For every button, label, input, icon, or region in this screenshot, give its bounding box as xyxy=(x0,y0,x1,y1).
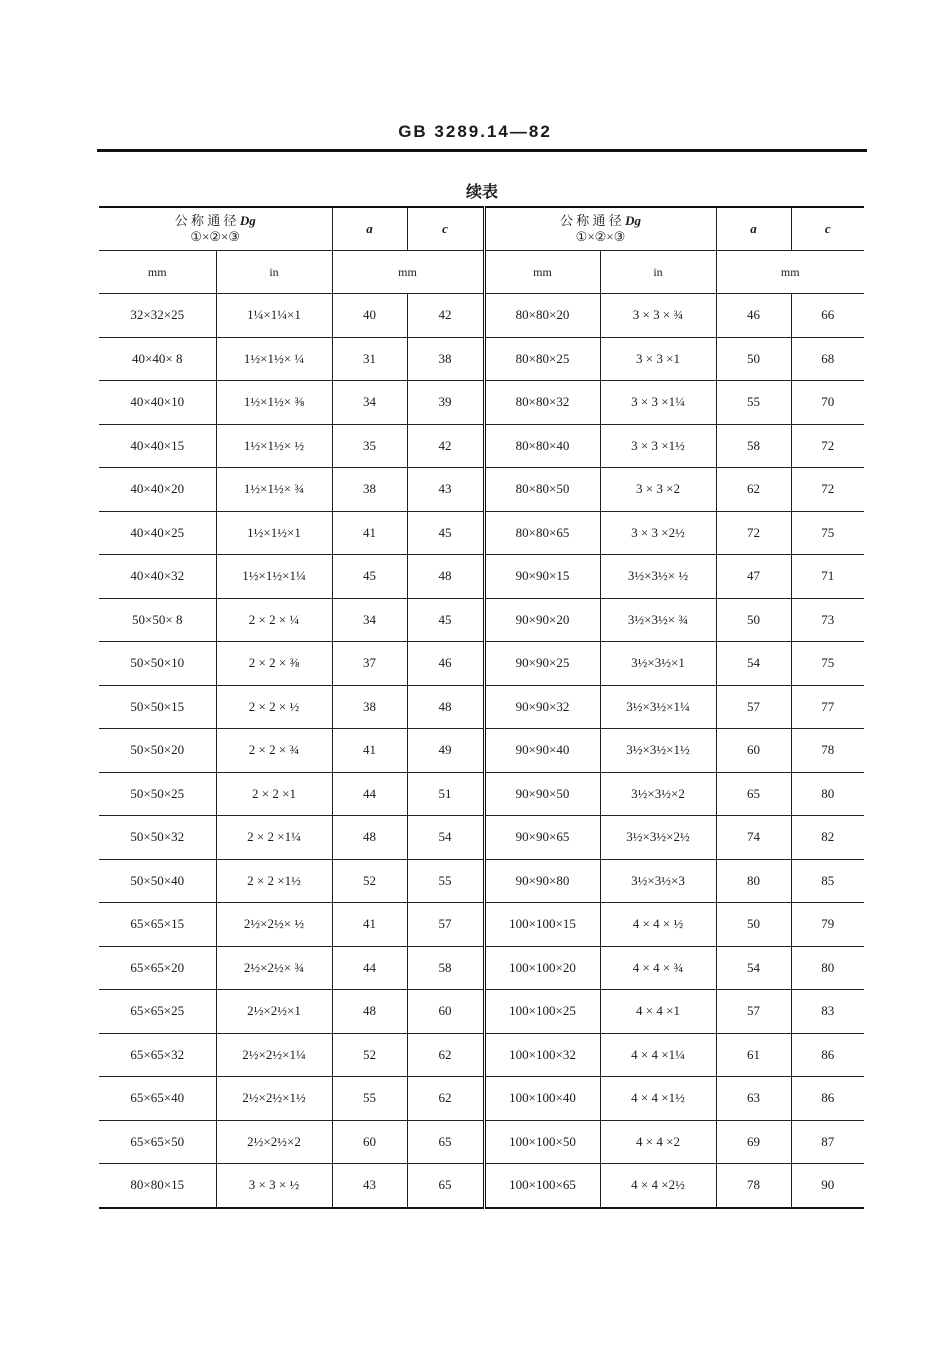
cell-r-mm: 100×100×50 xyxy=(484,1120,600,1164)
cell-r-c: 70 xyxy=(791,381,864,425)
cell-r-in: 3½×3½×2 xyxy=(600,772,716,816)
cell-r-mm: 80×80×32 xyxy=(484,381,600,425)
cell-l-a: 31 xyxy=(332,337,407,381)
cell-l-a: 43 xyxy=(332,1164,407,1208)
cell-r-in: 3½×3½×1 xyxy=(600,642,716,686)
nominal-label: 公 称 通 径 xyxy=(560,213,622,228)
cell-l-mm: 40×40×15 xyxy=(99,424,216,468)
cell-l-c: 65 xyxy=(407,1164,484,1208)
cell-r-in: 4 × 4 × ½ xyxy=(600,903,716,947)
cell-l-in: 2½×2½×1 xyxy=(216,990,332,1034)
cell-r-c: 66 xyxy=(791,294,864,338)
cell-l-in: 2½×2½×1½ xyxy=(216,1077,332,1121)
cell-l-a: 41 xyxy=(332,511,407,555)
cell-r-in: 3 × 3 ×1 xyxy=(600,337,716,381)
cell-l-mm: 65×65×15 xyxy=(99,903,216,947)
cell-l-in: 2 × 2 ×1½ xyxy=(216,859,332,903)
mm-unit-left: mm xyxy=(99,251,216,294)
dimension-table xyxy=(99,206,864,1209)
cell-l-a: 44 xyxy=(332,946,407,990)
table-row xyxy=(99,555,864,599)
cell-r-in: 3½×3½×3 xyxy=(600,859,716,903)
cell-l-c: 65 xyxy=(407,1120,484,1164)
table-row xyxy=(99,468,864,512)
cell-r-c: 72 xyxy=(791,468,864,512)
cell-l-a: 41 xyxy=(332,729,407,773)
cell-l-in: 1½×1½× ⅜ xyxy=(216,381,332,425)
cell-l-mm: 40×40× 8 xyxy=(99,337,216,381)
cell-r-a: 57 xyxy=(716,685,791,729)
cell-l-in: 1½×1½× ½ xyxy=(216,424,332,468)
cell-l-a: 48 xyxy=(332,816,407,860)
cell-l-c: 48 xyxy=(407,685,484,729)
cell-r-mm: 80×80×65 xyxy=(484,511,600,555)
cell-l-in: 3 × 3 × ½ xyxy=(216,1164,332,1208)
table-row xyxy=(99,294,864,338)
table-row xyxy=(99,685,864,729)
cell-r-a: 55 xyxy=(716,381,791,425)
cell-r-c: 86 xyxy=(791,1077,864,1121)
nominal-size-header-left xyxy=(99,207,332,251)
mm-unit-right: mm xyxy=(484,251,600,294)
cell-l-a: 34 xyxy=(332,598,407,642)
cell-l-in: 2 × 2 × ¼ xyxy=(216,598,332,642)
cell-l-in: 2 × 2 × ⅜ xyxy=(216,642,332,686)
cell-r-mm: 80×80×40 xyxy=(484,424,600,468)
combo-label: ①×②×③ xyxy=(190,229,241,244)
cell-r-mm: 90×90×20 xyxy=(484,598,600,642)
cell-l-c: 62 xyxy=(407,1033,484,1077)
cell-r-mm: 80×80×20 xyxy=(484,294,600,338)
cell-r-mm: 100×100×65 xyxy=(484,1164,600,1208)
cell-l-mm: 65×65×40 xyxy=(99,1077,216,1121)
cell-r-mm: 100×100×25 xyxy=(484,990,600,1034)
table-row xyxy=(99,511,864,555)
header-rule xyxy=(97,149,867,152)
cell-r-a: 50 xyxy=(716,598,791,642)
cell-r-a: 61 xyxy=(716,1033,791,1077)
cell-l-mm: 50×50×25 xyxy=(99,772,216,816)
cell-r-in: 3 × 3 ×1¼ xyxy=(600,381,716,425)
cell-r-c: 72 xyxy=(791,424,864,468)
table-row xyxy=(99,381,864,425)
cell-r-a: 72 xyxy=(716,511,791,555)
cell-l-mm: 80×80×15 xyxy=(99,1164,216,1208)
cell-r-a: 60 xyxy=(716,729,791,773)
header-row-2 xyxy=(99,251,864,294)
cell-l-c: 60 xyxy=(407,990,484,1034)
table-row xyxy=(99,1120,864,1164)
c-header-left: c xyxy=(407,207,484,251)
cell-l-c: 46 xyxy=(407,642,484,686)
cell-r-a: 54 xyxy=(716,642,791,686)
cell-l-mm: 40×40×20 xyxy=(99,468,216,512)
cell-l-a: 44 xyxy=(332,772,407,816)
cell-l-c: 38 xyxy=(407,337,484,381)
cell-r-a: 74 xyxy=(716,816,791,860)
cell-l-c: 55 xyxy=(407,859,484,903)
cell-r-mm: 90×90×40 xyxy=(484,729,600,773)
cell-r-a: 80 xyxy=(716,859,791,903)
mm-unit-ac-left: mm xyxy=(332,251,484,294)
c-header-right: c xyxy=(791,207,864,251)
table-row xyxy=(99,946,864,990)
cell-r-c: 80 xyxy=(791,772,864,816)
cell-r-c: 75 xyxy=(791,642,864,686)
cell-r-mm: 100×100×20 xyxy=(484,946,600,990)
cell-l-in: 1½×1½×1 xyxy=(216,511,332,555)
cell-r-a: 54 xyxy=(716,946,791,990)
cell-l-a: 55 xyxy=(332,1077,407,1121)
cell-r-a: 69 xyxy=(716,1120,791,1164)
cell-r-mm: 100×100×32 xyxy=(484,1033,600,1077)
cell-l-in: 2 × 2 ×1¼ xyxy=(216,816,332,860)
cell-l-in: 2 × 2 × ¾ xyxy=(216,729,332,773)
in-unit-left: in xyxy=(216,251,332,294)
nominal-size-header-right xyxy=(484,207,716,251)
cell-r-in: 3½×3½×1½ xyxy=(600,729,716,773)
cell-r-a: 62 xyxy=(716,468,791,512)
cell-l-in: 2½×2½× ¾ xyxy=(216,946,332,990)
cell-r-in: 3½×3½×2½ xyxy=(600,816,716,860)
cell-r-in: 4 × 4 ×1¼ xyxy=(600,1033,716,1077)
cell-l-c: 39 xyxy=(407,381,484,425)
cell-l-in: 1½×1½×1¼ xyxy=(216,555,332,599)
cell-l-c: 45 xyxy=(407,598,484,642)
cell-r-c: 68 xyxy=(791,337,864,381)
cell-r-c: 78 xyxy=(791,729,864,773)
cell-r-mm: 90×90×15 xyxy=(484,555,600,599)
cell-l-mm: 65×65×32 xyxy=(99,1033,216,1077)
cell-r-a: 50 xyxy=(716,337,791,381)
cell-l-in: 2 × 2 × ½ xyxy=(216,685,332,729)
cell-l-c: 51 xyxy=(407,772,484,816)
cell-r-c: 85 xyxy=(791,859,864,903)
cell-l-mm: 50×50×20 xyxy=(99,729,216,773)
cell-r-mm: 90×90×50 xyxy=(484,772,600,816)
table-row xyxy=(99,816,864,860)
cell-r-in: 3 × 3 × ¾ xyxy=(600,294,716,338)
cell-r-mm: 100×100×40 xyxy=(484,1077,600,1121)
in-unit-right: in xyxy=(600,251,716,294)
cell-l-in: 1½×1½× ¼ xyxy=(216,337,332,381)
table-row xyxy=(99,642,864,686)
cell-r-a: 65 xyxy=(716,772,791,816)
cell-r-c: 87 xyxy=(791,1120,864,1164)
cell-l-c: 49 xyxy=(407,729,484,773)
cell-r-in: 3 × 3 ×2 xyxy=(600,468,716,512)
table-row xyxy=(99,729,864,773)
cell-l-mm: 65×65×25 xyxy=(99,990,216,1034)
cell-l-c: 54 xyxy=(407,816,484,860)
cell-r-in: 3 × 3 ×2½ xyxy=(600,511,716,555)
table-row xyxy=(99,337,864,381)
cell-l-a: 52 xyxy=(332,859,407,903)
cell-l-in: 2½×2½×1¼ xyxy=(216,1033,332,1077)
table-caption: 续表 xyxy=(465,184,498,201)
cell-l-c: 43 xyxy=(407,468,484,512)
cell-r-in: 3½×3½×1¼ xyxy=(600,685,716,729)
cell-l-in: 2½×2½× ½ xyxy=(216,903,332,947)
table-row xyxy=(99,424,864,468)
cell-r-mm: 80×80×25 xyxy=(484,337,600,381)
cell-l-a: 38 xyxy=(332,468,407,512)
cell-l-a: 41 xyxy=(332,903,407,947)
cell-l-c: 45 xyxy=(407,511,484,555)
cell-l-in: 2½×2½×2 xyxy=(216,1120,332,1164)
cell-l-c: 57 xyxy=(407,903,484,947)
table-row xyxy=(99,598,864,642)
cell-r-c: 83 xyxy=(791,990,864,1034)
cell-r-mm: 90×90×65 xyxy=(484,816,600,860)
cell-l-in: 1¼×1¼×1 xyxy=(216,294,332,338)
cell-l-mm: 40×40×10 xyxy=(99,381,216,425)
cell-l-a: 35 xyxy=(332,424,407,468)
cell-r-a: 46 xyxy=(716,294,791,338)
cell-r-a: 63 xyxy=(716,1077,791,1121)
table-row xyxy=(99,990,864,1034)
cell-l-mm: 40×40×32 xyxy=(99,555,216,599)
table-row xyxy=(99,1164,864,1208)
cell-l-a: 48 xyxy=(332,990,407,1034)
cell-r-in: 4 × 4 ×1½ xyxy=(600,1077,716,1121)
cell-r-a: 78 xyxy=(716,1164,791,1208)
cell-r-c: 73 xyxy=(791,598,864,642)
cell-l-a: 60 xyxy=(332,1120,407,1164)
table-row xyxy=(99,1033,864,1077)
standard-number: GB 3289.14—82 xyxy=(398,122,552,141)
cell-r-in: 4 × 4 ×2½ xyxy=(600,1164,716,1208)
cell-r-c: 71 xyxy=(791,555,864,599)
cell-l-mm: 40×40×25 xyxy=(99,511,216,555)
cell-r-a: 58 xyxy=(716,424,791,468)
cell-l-c: 42 xyxy=(407,424,484,468)
cell-l-c: 48 xyxy=(407,555,484,599)
a-header-right: a xyxy=(716,207,791,251)
table-row xyxy=(99,1077,864,1121)
cell-r-c: 79 xyxy=(791,903,864,947)
cell-r-c: 90 xyxy=(791,1164,864,1208)
cell-l-mm: 32×32×25 xyxy=(99,294,216,338)
cell-r-mm: 90×90×32 xyxy=(484,685,600,729)
nominal-label: 公 称 通 径 xyxy=(174,213,237,228)
cell-l-mm: 50×50× 8 xyxy=(99,598,216,642)
header-row-1 xyxy=(99,207,864,251)
cell-r-c: 82 xyxy=(791,816,864,860)
cell-r-a: 57 xyxy=(716,990,791,1034)
cell-r-in: 3 × 3 ×1½ xyxy=(600,424,716,468)
cell-r-a: 50 xyxy=(716,903,791,947)
cell-r-c: 80 xyxy=(791,946,864,990)
cell-l-in: 1½×1½× ¾ xyxy=(216,468,332,512)
dg-label: Dg xyxy=(239,213,256,228)
cell-r-mm: 100×100×15 xyxy=(484,903,600,947)
cell-r-c: 75 xyxy=(791,511,864,555)
cell-l-mm: 50×50×40 xyxy=(99,859,216,903)
cell-r-a: 47 xyxy=(716,555,791,599)
cell-r-mm: 90×90×25 xyxy=(484,642,600,686)
combo-label: ①×②×③ xyxy=(575,229,626,244)
cell-l-a: 37 xyxy=(332,642,407,686)
cell-l-mm: 65×65×50 xyxy=(99,1120,216,1164)
cell-l-mm: 65×65×20 xyxy=(99,946,216,990)
cell-l-a: 45 xyxy=(332,555,407,599)
cell-l-a: 40 xyxy=(332,294,407,338)
cell-r-mm: 90×90×80 xyxy=(484,859,600,903)
cell-l-mm: 50×50×10 xyxy=(99,642,216,686)
cell-l-mm: 50×50×15 xyxy=(99,685,216,729)
cell-l-c: 62 xyxy=(407,1077,484,1121)
cell-r-in: 4 × 4 ×1 xyxy=(600,990,716,1034)
cell-l-a: 34 xyxy=(332,381,407,425)
table-row xyxy=(99,903,864,947)
cell-l-c: 42 xyxy=(407,294,484,338)
mm-unit-ac-right: mm xyxy=(716,251,864,294)
dg-label: Dg xyxy=(625,213,641,228)
cell-l-a: 38 xyxy=(332,685,407,729)
table-row xyxy=(99,859,864,903)
cell-r-c: 86 xyxy=(791,1033,864,1077)
a-header-left: a xyxy=(332,207,407,251)
cell-r-in: 4 × 4 × ¾ xyxy=(600,946,716,990)
cell-l-a: 52 xyxy=(332,1033,407,1077)
cell-l-mm: 50×50×32 xyxy=(99,816,216,860)
cell-r-in: 4 × 4 ×2 xyxy=(600,1120,716,1164)
cell-l-c: 58 xyxy=(407,946,484,990)
table-row xyxy=(99,772,864,816)
cell-r-c: 77 xyxy=(791,685,864,729)
cell-r-mm: 80×80×50 xyxy=(484,468,600,512)
cell-r-in: 3½×3½× ¾ xyxy=(600,598,716,642)
cell-l-in: 2 × 2 ×1 xyxy=(216,772,332,816)
cell-r-in: 3½×3½× ½ xyxy=(600,555,716,599)
